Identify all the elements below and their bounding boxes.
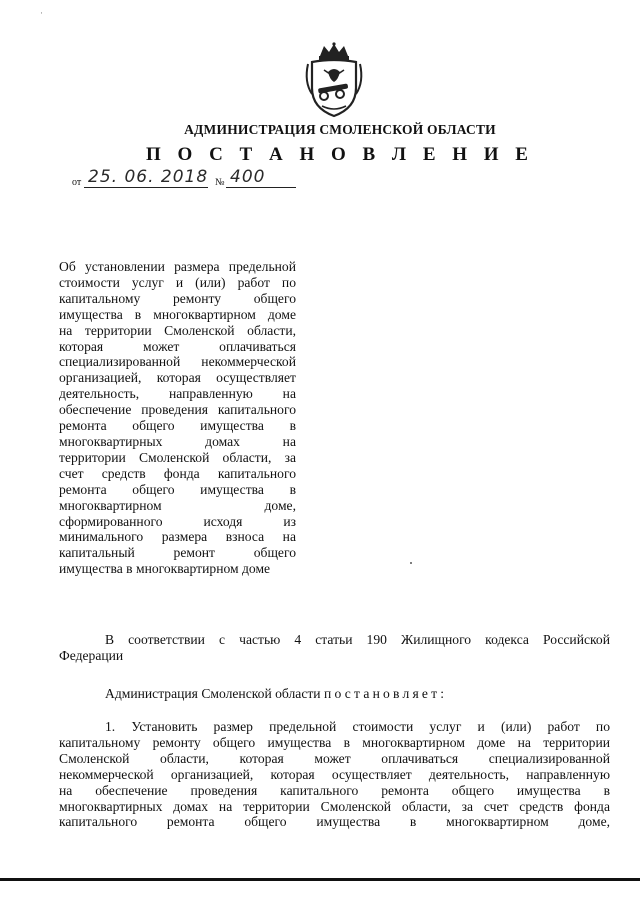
decree-word: постановляет: xyxy=(323,686,448,701)
document-subject xyxy=(59,259,296,577)
subject-line: многоквартирных домах на xyxy=(59,433,296,449)
subject-line: Об установлении размера предельной xyxy=(59,259,296,274)
subject-line: обеспечение проведения капитального xyxy=(59,402,296,418)
date-label: от xyxy=(72,177,82,188)
scan-speck xyxy=(410,562,412,564)
paragraph-line: 1. Установить размер предельной стоимости услуг и (или) работ по xyxy=(105,719,610,734)
subject-line: капитальному ремонту общего xyxy=(59,290,296,306)
number-rule xyxy=(226,187,296,188)
subject-line: на территории Смоленской области, xyxy=(59,322,296,338)
paragraph-line: В соответствии с частью 4 статьи 190 Жилищного кодекса Российской xyxy=(105,632,610,647)
date-value: 25. 06. 2018 xyxy=(88,167,209,187)
subject-line: имущества в многоквартирном доме xyxy=(59,561,271,577)
number-value: 400 xyxy=(230,167,266,187)
coat-of-arms-icon xyxy=(302,42,366,120)
subject-line: стоимости услуг и (или) работ по xyxy=(59,274,296,290)
item-1-paragraph xyxy=(59,719,610,830)
decree-subject: Администрация Смоленской области xyxy=(105,686,321,701)
organization-name: АДМИНИСТРАЦИЯ СМОЛЕНСКОЙ ОБЛАСТИ xyxy=(184,122,496,137)
subject-line: минимального размера взноса на xyxy=(59,529,296,545)
paragraph-line: на обеспечение проведения капитального ремонта общего имущества в xyxy=(59,782,610,798)
paragraph-line: некоммерческой организацией, которая осуществляет деятельность, направленную xyxy=(59,766,610,782)
subject-line: имущества в многоквартирном доме xyxy=(59,306,296,322)
paragraph-line xyxy=(59,686,610,702)
corner-mark: · xyxy=(40,8,43,18)
preamble-paragraph xyxy=(59,632,610,664)
paragraph-line: капитальному ремонту общего имущества в многоквартирном доме на территории xyxy=(59,734,610,750)
subject-line: ремонта общего имущества в xyxy=(59,418,296,434)
subject-line: специализированной некоммерческой xyxy=(59,354,296,370)
subject-line: ремонта общего имущества в xyxy=(59,481,296,497)
date-number-line xyxy=(72,167,312,192)
subject-line: которая может оплачиваться xyxy=(59,338,296,354)
paragraph-line: Федерации xyxy=(59,647,124,663)
paragraph-line: Смоленской области, которая может оплачиваться специализированной xyxy=(59,750,610,766)
number-label: № xyxy=(215,177,225,188)
subject-line: счет средств фонда капитального xyxy=(59,465,296,481)
subject-line: территории Смоленской области, за xyxy=(59,449,296,465)
subject-line: организацией, которая осуществляет xyxy=(59,370,296,386)
subject-line: деятельность, направленную на xyxy=(59,386,296,402)
subject-line: капитальный ремонт общего xyxy=(59,545,296,561)
decree-paragraph xyxy=(59,686,610,702)
paragraph-line: капитального ремонта общего имущества в многоквартирном доме, xyxy=(59,814,610,830)
date-rule xyxy=(84,187,208,188)
subject-line: сформированного исходя из xyxy=(59,513,296,529)
document-type: П О С Т А Н О В Л Е Н И Е xyxy=(146,144,534,165)
subject-line: многоквартирном доме, xyxy=(59,497,296,513)
paragraph-line: многоквартирных домах на территории Смоленской области, за счет средств фонда xyxy=(59,798,610,814)
page-bottom-rule xyxy=(0,878,640,881)
